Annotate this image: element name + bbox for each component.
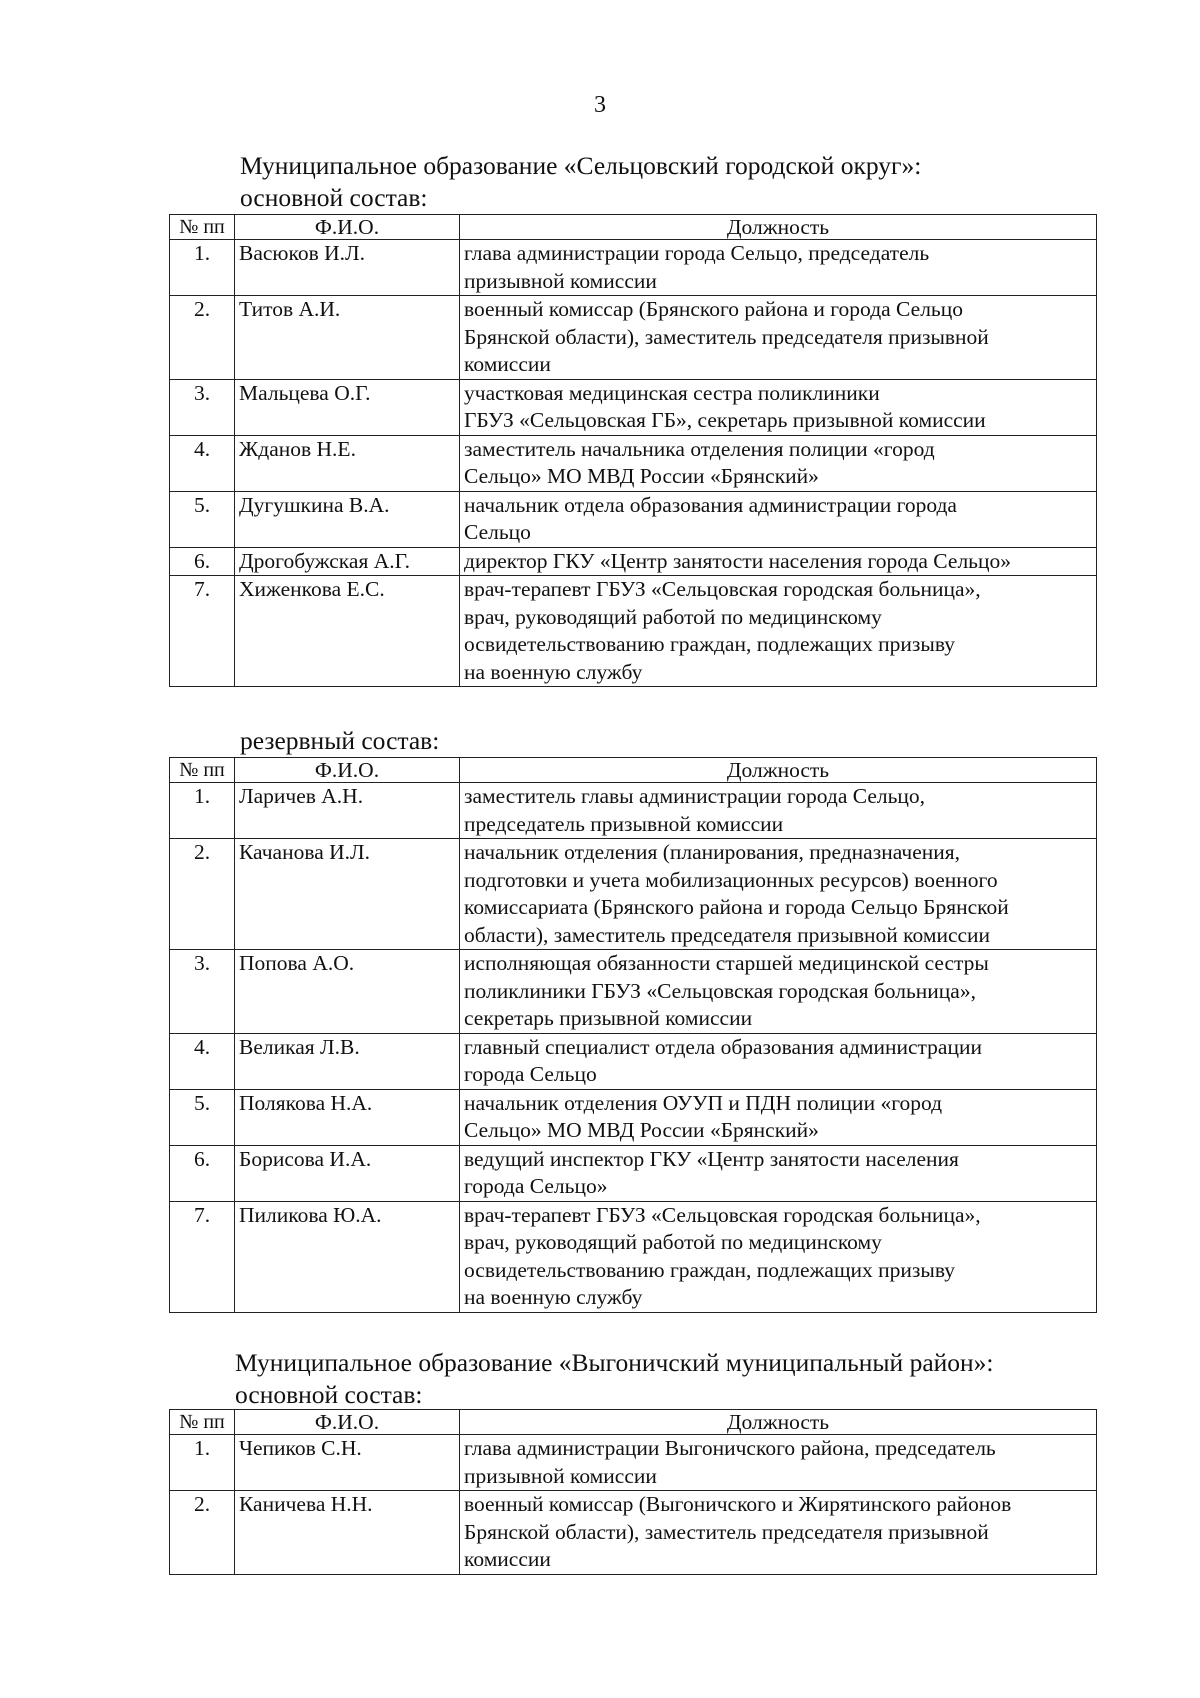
table-row (170, 1033, 1097, 1089)
row-position (460, 1491, 1097, 1575)
position-line: города Сельцо» (464, 1174, 608, 1198)
row-position (460, 547, 1097, 576)
position-line: глава администрации Выгоничского района, председатель (464, 1436, 996, 1460)
page-number: 3 (594, 92, 606, 118)
header-number: № пп (170, 758, 235, 783)
row-number: 2. (170, 839, 235, 950)
position-line: военный комиссар (Брянского района и города Сельцо (464, 297, 963, 321)
row-fio: Попова А.О. (235, 950, 460, 1034)
row-fio: Васюков И.Л. (235, 240, 460, 296)
position-line: участковая медицинская сестра поликлиники (464, 380, 880, 405)
row-fio: Дугушкина В.А. (235, 491, 460, 547)
section2-heading: Муниципальное образование «Выгоничский муниципальный район»: (235, 1348, 994, 1377)
table-row (170, 1089, 1097, 1145)
header-fio: Ф.И.О. (235, 758, 460, 783)
position-line: освидетельствованию граждан, подлежащих призыву (464, 1257, 955, 1282)
row-number: 6. (170, 547, 235, 576)
position-line: Сельцо» МО МВД России «Брянский» (464, 464, 819, 488)
section1-main-table (169, 214, 1097, 687)
row-fio: Качанова И.Л. (235, 839, 460, 950)
section1-reserve-table (169, 757, 1097, 1313)
position-line: исполняющая обязанности старшей медицинской сестры (464, 951, 989, 975)
position-line: врач, руководящий работой по медицинскому (464, 604, 882, 629)
position-line: поликлиники ГБУЗ «Сельцовская городская больница», (464, 978, 976, 1003)
row-number: 3. (170, 950, 235, 1034)
row-position (460, 379, 1097, 435)
header-position: Должность (460, 758, 1097, 783)
table-row (170, 1491, 1097, 1575)
position-line: военный комиссар (Выгоничского и Жирятинского районов (464, 1492, 1012, 1516)
row-number: 2. (170, 1491, 235, 1575)
row-fio: Чепиков С.Н. (235, 1435, 460, 1491)
position-line: секретарь призывной комиссии (464, 1006, 753, 1030)
position-line: глава администрации города Сельцо, председатель (464, 241, 930, 265)
row-position (460, 1435, 1097, 1491)
row-position (460, 1145, 1097, 1201)
position-line: на военную службу (464, 1285, 643, 1309)
position-line: начальник отделения ОУУП и ПДН полиции «город (464, 1090, 943, 1115)
table-row (170, 240, 1097, 296)
table-row (170, 435, 1097, 491)
row-fio: Титов А.И. (235, 296, 460, 380)
position-line: Брянской области), заместитель председателя призывной (464, 324, 989, 349)
row-fio: Каничева Н.Н. (235, 1491, 460, 1575)
table-row (170, 379, 1097, 435)
row-position (460, 435, 1097, 491)
position-line: призывной комиссии (464, 268, 657, 293)
row-fio: Великая Л.В. (235, 1033, 460, 1089)
row-fio: Мальцева О.Г. (235, 379, 460, 435)
table-header-row (170, 215, 1097, 240)
section2-main-label: основной состав: (235, 1380, 423, 1409)
row-fio: Дрогобужская А.Г. (235, 547, 460, 576)
row-number: 5. (170, 491, 235, 547)
row-number: 7. (170, 1201, 235, 1312)
row-fio: Хиженкова Е.С. (235, 576, 460, 687)
row-fio: Полякова Н.А. (235, 1089, 460, 1145)
position-line: освидетельствованию граждан, подлежащих призыву (464, 632, 955, 656)
position-line: начальник отдела образования администрации города (464, 492, 957, 517)
section1-heading: Муниципальное образование «Сельцовский городской округ»: (240, 151, 922, 180)
table-row (170, 576, 1097, 687)
table-row (170, 296, 1097, 380)
table-row (170, 1435, 1097, 1491)
header-number: № пп (170, 215, 235, 240)
position-line: комиссариата (Брянского района и города Сельцо Брянской (464, 895, 1009, 919)
row-position (460, 950, 1097, 1034)
row-position (460, 783, 1097, 839)
position-line: врач-терапевт ГБУЗ «Сельцовская городская больница», (464, 577, 981, 601)
position-line: заместитель начальника отделения полиции «город (464, 436, 935, 461)
header-fio: Ф.И.О. (235, 215, 460, 240)
position-line: призывной комиссии (464, 1463, 657, 1488)
section2-main-table (169, 1409, 1097, 1575)
row-position (460, 491, 1097, 547)
position-line: ГБУЗ «Сельцовская ГБ», секретарь призывной комиссии (464, 408, 986, 432)
row-number: 7. (170, 576, 235, 687)
table-header-row (170, 758, 1097, 783)
table-row (170, 783, 1097, 839)
header-position: Должность (460, 1410, 1097, 1435)
position-line: директор ГКУ «Центр занятости населения города Сельцо» (464, 548, 1011, 573)
table-row (170, 1145, 1097, 1201)
row-number: 1. (170, 783, 235, 839)
table-row (170, 950, 1097, 1034)
row-position (460, 296, 1097, 380)
position-line: врач-терапевт ГБУЗ «Сельцовская городская больница», (464, 1202, 981, 1227)
position-line: комиссии (464, 352, 551, 376)
row-number: 6. (170, 1145, 235, 1201)
position-line: на военную службу (464, 659, 643, 684)
row-number: 1. (170, 1435, 235, 1491)
position-line: начальник отделения (планирования, предназначения, (464, 840, 961, 864)
row-number: 4. (170, 1033, 235, 1089)
table-header-row (170, 1410, 1097, 1435)
position-line: главный специалист отдела образования администрации (464, 1034, 982, 1059)
row-fio: Ларичев А.Н. (235, 783, 460, 839)
row-fio: Борисова И.А. (235, 1145, 460, 1201)
position-line: подготовки и учета мобилизационных ресурсов) военного (464, 867, 998, 892)
row-position (460, 1033, 1097, 1089)
position-line: Сельцо» МО МВД России «Брянский» (464, 1118, 819, 1142)
row-number: 4. (170, 435, 235, 491)
position-line: области), заместитель председателя призывной комиссии (464, 922, 991, 947)
row-number: 2. (170, 296, 235, 380)
header-number: № пп (170, 1410, 235, 1435)
position-line: Брянской области), заместитель председателя призывной (464, 1519, 989, 1544)
position-line: ведущий инспектор ГКУ «Центр занятости населения (464, 1146, 959, 1171)
header-fio: Ф.И.О. (235, 1410, 460, 1435)
row-number: 3. (170, 379, 235, 435)
header-position: Должность (460, 215, 1097, 240)
section1-reserve-label: резервный состав: (240, 726, 440, 755)
row-number: 1. (170, 240, 235, 296)
row-position (460, 240, 1097, 296)
section1-main-label: основной состав: (240, 183, 428, 212)
table-row (170, 1201, 1097, 1312)
position-line: заместитель главы администрации города Сельцо, (464, 784, 926, 808)
row-position (460, 576, 1097, 687)
position-line: города Сельцо (464, 1062, 597, 1086)
position-line: председатель призывной комиссии (464, 811, 784, 836)
row-fio: Пиликова Ю.А. (235, 1201, 460, 1312)
row-number: 5. (170, 1089, 235, 1145)
row-position (460, 1089, 1097, 1145)
table-row (170, 491, 1097, 547)
table-row (170, 547, 1097, 576)
position-line: комиссии (464, 1547, 551, 1571)
position-line: врач, руководящий работой по медицинскому (464, 1230, 882, 1254)
row-position (460, 1201, 1097, 1312)
position-line: Сельцо (464, 520, 531, 544)
row-position (460, 839, 1097, 950)
row-fio: Жданов Н.Е. (235, 435, 460, 491)
table-row (170, 839, 1097, 950)
